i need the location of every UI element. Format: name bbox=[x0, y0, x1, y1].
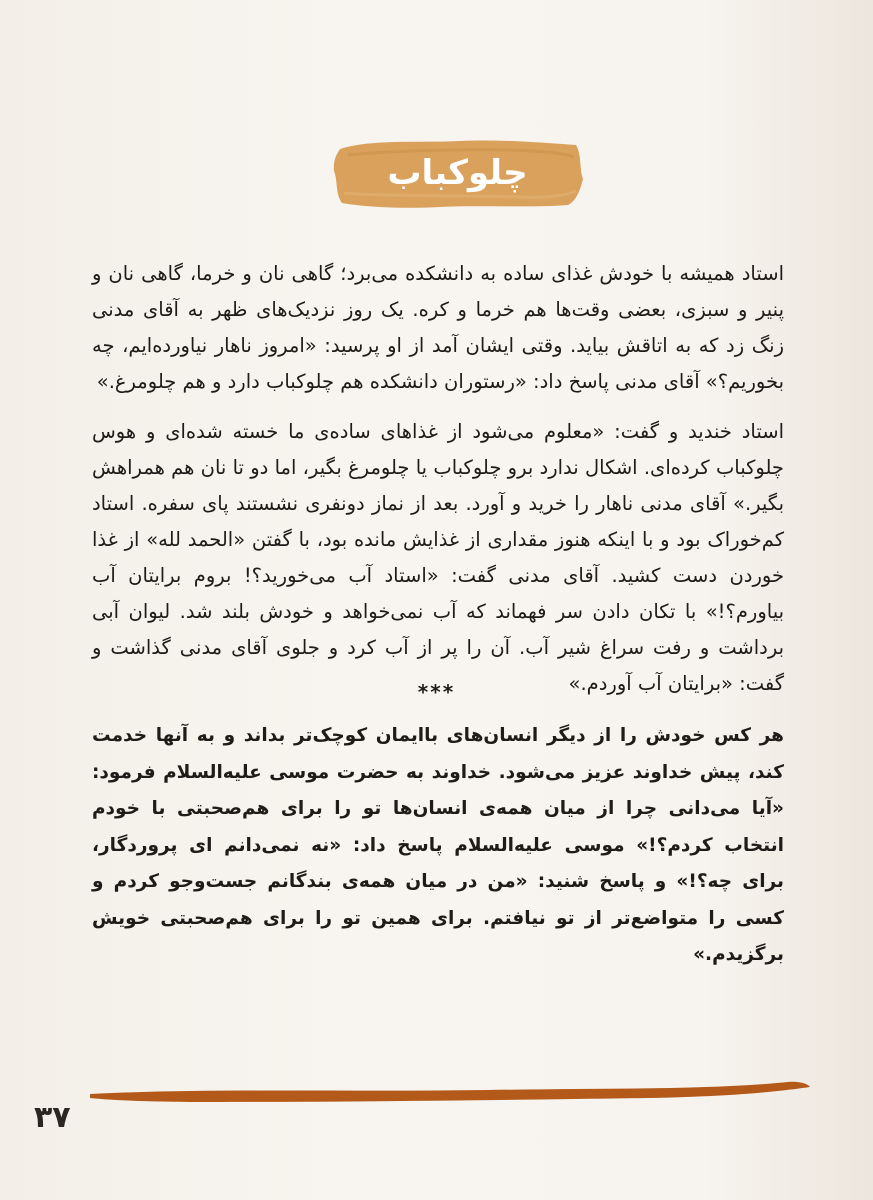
section-separator: *** bbox=[417, 680, 456, 704]
body-paragraph-1: استاد همیشه با خودش غذای ساده به دانشکده می‌برد؛ گاهی نان و خرما، گاهی نان و پنیر و سبزی، بعضی وقت‌ها هم خرما و کره. یک روز نزدیک‌های ظهر به آقای مدنی زنگ زد که به اتاقش بیاید. وقتی ایشان آمد از او پرسید: «امروز ناهار نیاورده‌ایم، چه بخوریم؟» آقای مدنی پاسخ داد: «رستوران دانشکده هم چلوکباب دارد و هم چلومرغ.» bbox=[92, 262, 784, 393]
chapter-title-banner bbox=[330, 135, 585, 211]
body-paragraph-2: استاد خندید و گفت: «معلوم می‌شود از غذاهای ساده‌ی ما خسته شده‌ای و هوس چلوکباب کرده‌ای. اشکال ندارد برو چلوکباب یا چلومرغ بگیر، اما دو تا نان هم همراهش بگیر.» آقای مدنی ناهار را خرید و آورد. بعد از نماز دونفری نشستند پای سفره. استاد کم‌خوراک بود و با اینکه هنوز مقداری از غذایش مانده بود، با گفتن «الحمد لله» از غذا خوردن دست کشید. آقای مدنی گفت: «استاد آب می‌خورید؟! بروم برایتان آب بیاورم؟!» با تکان دادن سر فهماند که آب نمی‌خواهد و خودش بلند شد. لیوان آبی برداشت و رفت سراغ شیر آب. آن را پر از آب کرد و جلوی آقای مدنی گذاشت و گفت: «برایتان آب آوردم.» bbox=[92, 420, 784, 695]
footer-brush-rule bbox=[88, 1078, 813, 1108]
page-number: ۳۷ bbox=[34, 1100, 71, 1135]
chapter-title: چلوکباب bbox=[387, 153, 528, 193]
moral-quote-paragraph: هر کس خودش را از دیگر انسان‌های باایمان کوچک‌تر بداند و به آنها خدمت کند، پیش خداوند عزیز می‌شود. خداوند به حضرت موسی علیه‌السلام فرمود: «آیا می‌دانی چرا از میان همه‌ی انسان‌ها تو را برای هم‌صحبتی با خودم انتخاب کردم؟!» موسی علیه‌السلام پاسخ داد: «نه نمی‌دانم ای پروردگار، برای چه؟!» و پاسخ شنید: «من در میان همه‌ی بندگانم جست‌وجو کردم و کسی را متواضع‌تر از تو نیافتم. برای همین تو را برای هم‌صحبتی خویش برگزیدم.» bbox=[92, 725, 784, 965]
